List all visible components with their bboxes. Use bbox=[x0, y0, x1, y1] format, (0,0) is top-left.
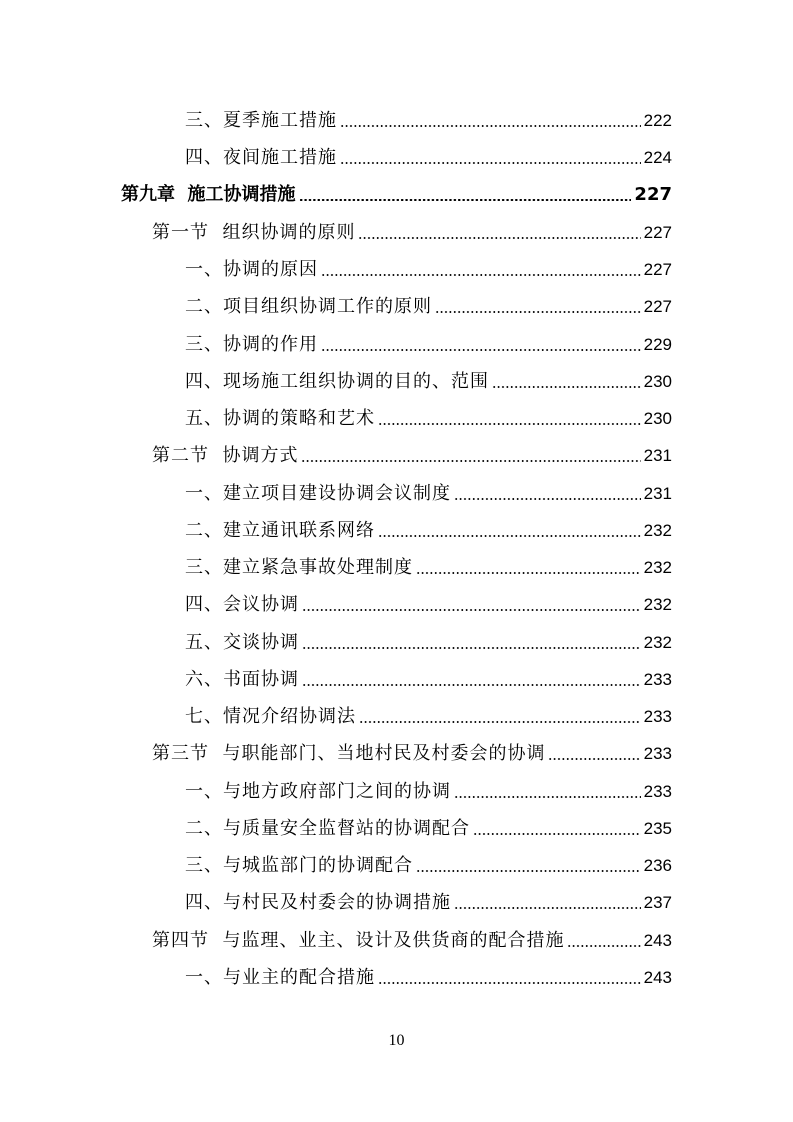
toc-entry[interactable] bbox=[185, 814, 672, 840]
toc-entry-page: 231 bbox=[643, 484, 672, 503]
dot-leader bbox=[454, 796, 641, 798]
toc-entry-title: 七、情况介绍协调法 bbox=[185, 706, 356, 727]
toc-entry-page: 232 bbox=[643, 558, 672, 577]
toc-entry-page: 227 bbox=[643, 297, 672, 316]
dot-leader bbox=[548, 758, 640, 760]
toc-entry-page: 222 bbox=[643, 111, 672, 130]
dot-leader bbox=[454, 498, 641, 500]
toc-section-entry[interactable] bbox=[152, 739, 672, 765]
toc-entry-title: 二、项目组织协调工作的原则 bbox=[185, 296, 432, 317]
toc-entry-title: 四、现场施工组织协调的目的、范围 bbox=[185, 371, 489, 392]
toc-entry-title: 第一节 组织协调的原则 bbox=[152, 222, 356, 243]
toc-entry-title: 三、与城监部门的协调配合 bbox=[185, 855, 413, 876]
dot-leader bbox=[358, 237, 640, 239]
toc-section-entry[interactable] bbox=[152, 441, 672, 467]
toc-entry[interactable] bbox=[185, 292, 672, 318]
dot-leader bbox=[321, 274, 641, 276]
dot-leader bbox=[302, 609, 641, 611]
dot-leader bbox=[321, 349, 641, 351]
toc-entry-page: 233 bbox=[643, 782, 672, 801]
toc-entry-title: 六、书面协调 bbox=[185, 669, 299, 690]
toc-entry-page: 227 bbox=[634, 184, 672, 205]
toc-entry[interactable] bbox=[185, 367, 672, 393]
toc-entry-page: 235 bbox=[643, 819, 672, 838]
toc-entry[interactable] bbox=[185, 963, 672, 989]
dot-leader bbox=[416, 870, 641, 872]
toc-entry-title: 三、协调的作用 bbox=[185, 334, 318, 355]
toc-entry-page: 227 bbox=[643, 223, 672, 242]
toc-entry-title: 五、交谈协调 bbox=[185, 632, 299, 653]
dot-leader bbox=[302, 684, 641, 686]
toc-entry-page: 243 bbox=[643, 968, 672, 987]
toc-entry[interactable] bbox=[185, 628, 672, 654]
dot-leader bbox=[302, 647, 641, 649]
toc-entry-page: 231 bbox=[643, 446, 672, 465]
dot-leader bbox=[416, 572, 641, 574]
dot-leader bbox=[435, 311, 641, 313]
toc-entry-page: 243 bbox=[643, 931, 672, 950]
toc-entry-page: 236 bbox=[643, 856, 672, 875]
toc-entry[interactable] bbox=[185, 851, 672, 877]
toc-entry-title: 四、夜间施工措施 bbox=[185, 147, 337, 168]
toc-entry[interactable] bbox=[185, 590, 672, 616]
dot-leader bbox=[492, 386, 641, 388]
toc-entry[interactable] bbox=[185, 702, 672, 728]
toc-entry[interactable] bbox=[185, 255, 672, 281]
dot-leader bbox=[378, 982, 641, 984]
toc-entry-title: 四、会议协调 bbox=[185, 594, 299, 615]
toc-entry[interactable] bbox=[185, 330, 672, 356]
toc-entry-page: 233 bbox=[643, 744, 672, 763]
toc-entry[interactable] bbox=[185, 888, 672, 914]
dot-leader bbox=[567, 945, 640, 947]
toc-entry-title: 一、建立项目建设协调会议制度 bbox=[185, 483, 451, 504]
dot-leader bbox=[340, 125, 641, 127]
toc-entry[interactable] bbox=[185, 553, 672, 579]
toc-entry[interactable] bbox=[185, 777, 672, 803]
toc-entry-title: 第四节 与监理、业主、设计及供货商的配合措施 bbox=[152, 930, 565, 951]
toc-entry[interactable] bbox=[185, 516, 672, 542]
toc-entry-title: 第九章 施工协调措施 bbox=[121, 184, 296, 205]
toc-entry-page: 227 bbox=[643, 260, 672, 279]
dot-leader bbox=[454, 907, 641, 909]
toc-entry-title: 五、协调的策略和艺术 bbox=[185, 408, 375, 429]
toc-entry-page: 232 bbox=[643, 595, 672, 614]
toc-entry-page: 232 bbox=[643, 521, 672, 540]
toc-entry-title: 一、与业主的配合措施 bbox=[185, 967, 375, 988]
toc-entry-page: 230 bbox=[643, 409, 672, 428]
toc-entry-page: 233 bbox=[643, 670, 672, 689]
toc-entry-title: 第二节 协调方式 bbox=[152, 445, 299, 466]
toc-entry-title: 三、夏季施工措施 bbox=[185, 110, 337, 131]
dot-leader bbox=[378, 423, 641, 425]
toc-entry[interactable] bbox=[185, 479, 672, 505]
toc-entry-title: 四、与村民及村委会的协调措施 bbox=[185, 892, 451, 913]
toc-entry-page: 233 bbox=[643, 707, 672, 726]
toc-entry-title: 一、协调的原因 bbox=[185, 259, 318, 280]
toc-chapter-entry[interactable] bbox=[121, 180, 672, 206]
dot-leader bbox=[301, 460, 640, 462]
dot-leader bbox=[473, 833, 641, 835]
dot-leader bbox=[299, 198, 632, 201]
page-number: 10 bbox=[388, 1032, 405, 1049]
toc-entry-page: 224 bbox=[643, 148, 672, 167]
toc-entry-page: 230 bbox=[643, 372, 672, 391]
toc-entry-title: 二、建立通讯联系网络 bbox=[185, 520, 375, 541]
toc-section-entry[interactable] bbox=[152, 218, 672, 244]
toc-entry-page: 229 bbox=[643, 335, 672, 354]
toc-entry-title: 一、与地方政府部门之间的协调 bbox=[185, 781, 451, 802]
toc-entry[interactable] bbox=[185, 143, 672, 169]
toc-entry-title: 三、建立紧急事故处理制度 bbox=[185, 557, 413, 578]
toc-entry-title: 第三节 与职能部门、当地村民及村委会的协调 bbox=[152, 743, 546, 764]
dot-leader bbox=[340, 162, 641, 164]
toc-section-entry[interactable] bbox=[152, 926, 672, 952]
toc-entry-title: 二、与质量安全监督站的协调配合 bbox=[185, 818, 470, 839]
toc-entry[interactable] bbox=[185, 106, 672, 132]
dot-leader bbox=[359, 721, 641, 723]
toc-entry[interactable] bbox=[185, 404, 672, 430]
toc-entry-page: 237 bbox=[643, 893, 672, 912]
dot-leader bbox=[378, 535, 641, 537]
toc-entry[interactable] bbox=[185, 665, 672, 691]
toc-entry-page: 232 bbox=[643, 633, 672, 652]
